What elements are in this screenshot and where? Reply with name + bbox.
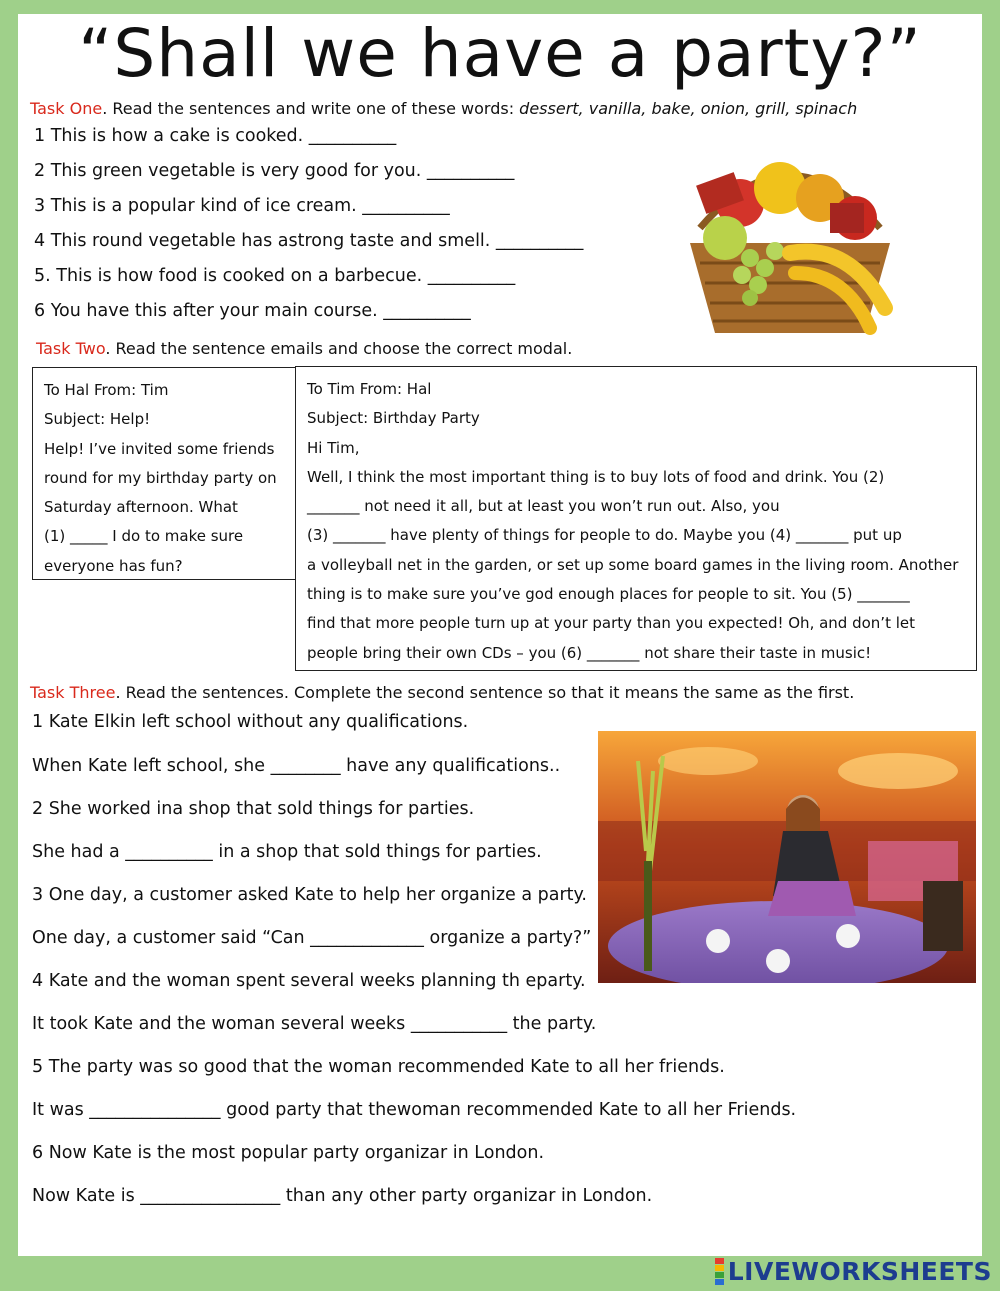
task-two-heading [36, 339, 572, 358]
task-three-sentence-1b[interactable]: When Kate left school, she ________ have any qualifications.. [32, 756, 561, 776]
task-three-sentence-2b[interactable]: She had a __________ in a shop that sold things for parties. [32, 842, 542, 862]
task-one-sentence-2[interactable]: 2 This green vegetable is very good for you. __________ [34, 161, 515, 181]
liveworksheets-logo[interactable] [715, 1257, 992, 1285]
task-three-sentence-2a: 2 She worked ina shop that sold things for parties. [32, 799, 475, 819]
email-right-line-4[interactable]: Well, I think the most important thing is to buy lots of food and drink. You (2) [307, 467, 885, 486]
task-three-heading [30, 683, 854, 702]
brand-name: LIVEWORKSHEETS [727, 1256, 992, 1286]
task-one-sentence-4[interactable]: 4 This round vegetable has astrong taste and smell. __________ [34, 231, 584, 251]
email-right-line-9: find that more people turn up at your party than you expected! Oh, and don’t let [307, 614, 915, 633]
task-one-instruction: . Read the sentences and write one of these words: [102, 99, 515, 118]
task-three-sentence-5b[interactable]: It was _______________ good party that thewoman recommended Kate to all her Friends. [32, 1100, 797, 1120]
email-right-line-3: Hi Tim, [307, 438, 360, 457]
task-one-sentence-5[interactable]: 5. This is how food is cooked on a barbecue. __________ [34, 266, 516, 286]
task-one-sentence-3[interactable]: 3 This is a popular kind of ice cream. __________ [34, 196, 450, 216]
email-left-line-3: Help! I’ve invited some friends [44, 439, 275, 458]
task-three-sentence-6a: 6 Now Kate is the most popular party organizar in London. [32, 1143, 545, 1163]
email-right-line-10[interactable]: people bring their own CDs – you (6) _______ not share their taste in music! [307, 643, 872, 662]
task-one-label: Task One [30, 99, 103, 118]
task-two-label: Task Two [36, 339, 106, 358]
email-right-line-8[interactable]: thing is to make sure you’ve god enough places for people to sit. You (5) _______ [307, 585, 910, 604]
task-three-sentence-5a: 5 The party was so good that the woman recommended Kate to all her friends. [32, 1057, 725, 1077]
email-left-line-6[interactable]: (1) _____ I do to make sure [44, 527, 244, 546]
email-right-line-2: Subject: Birthday Party [307, 409, 480, 428]
task-three-sentence-3a: 3 One day, a customer asked Kate to help her organize a party. [32, 885, 587, 905]
task-one-sentence-1[interactable]: 1 This is how a cake is cooked. __________ [34, 126, 397, 146]
email-left-line-4: round for my birthday party on [44, 468, 277, 487]
email-right-line-7: a volleyball net in the garden, or set up some board games in the living room. Another [307, 555, 959, 574]
email-right-line-5[interactable]: _______ not need it all, but at least you won’t run out. Also, you [307, 497, 780, 516]
task-three-instruction: . Read the sentences. Complete the second sentence so that it means the same as the first. [115, 683, 855, 702]
logo-tiles-icon [715, 1258, 724, 1285]
task-one-word-bank: dessert, vanilla, bake, onion, grill, spinach [514, 99, 858, 118]
task-three-sentence-3b[interactable]: One day, a customer said “Can _____________ organize a party?” [32, 928, 592, 948]
worksheet-title: “Shall we have a party?” [78, 15, 922, 92]
task-one-heading [30, 99, 857, 118]
email-left-line-2: Subject: Help! [44, 410, 151, 429]
task-three-sentence-4a: 4 Kate and the woman spent several weeks planning th eparty. [32, 971, 586, 991]
task-three-sentence-4b[interactable]: It took Kate and the woman several weeks ___________ the party. [32, 1014, 597, 1034]
email-from-tim [32, 367, 296, 580]
email-from-hal [295, 366, 977, 671]
task-two-instruction: . Read the sentence emails and choose the correct modal. [105, 339, 573, 358]
party-photo [598, 731, 976, 983]
email-right-line-6[interactable]: (3) _______ have plenty of things for people to do. Maybe you (4) _______ put up [307, 526, 902, 545]
task-one-sentence-6[interactable]: 6 You have this after your main course. __________ [34, 301, 471, 321]
task-three-label: Task Three [30, 683, 116, 702]
task-three-sentence-6b[interactable]: Now Kate is ________________ than any other party organizar in London. [32, 1186, 653, 1206]
email-left-line-5: Saturday afternoon. What [44, 498, 238, 517]
fruit-basket-image [680, 133, 900, 343]
email-right-line-1: To Tim From: Hal [307, 380, 432, 398]
email-left-line-1: To Hal From: Tim [44, 381, 169, 399]
email-left-line-7: everyone has fun? [44, 556, 183, 575]
task-three-sentence-1a: 1 Kate Elkin left school without any qualifications. [32, 712, 469, 732]
